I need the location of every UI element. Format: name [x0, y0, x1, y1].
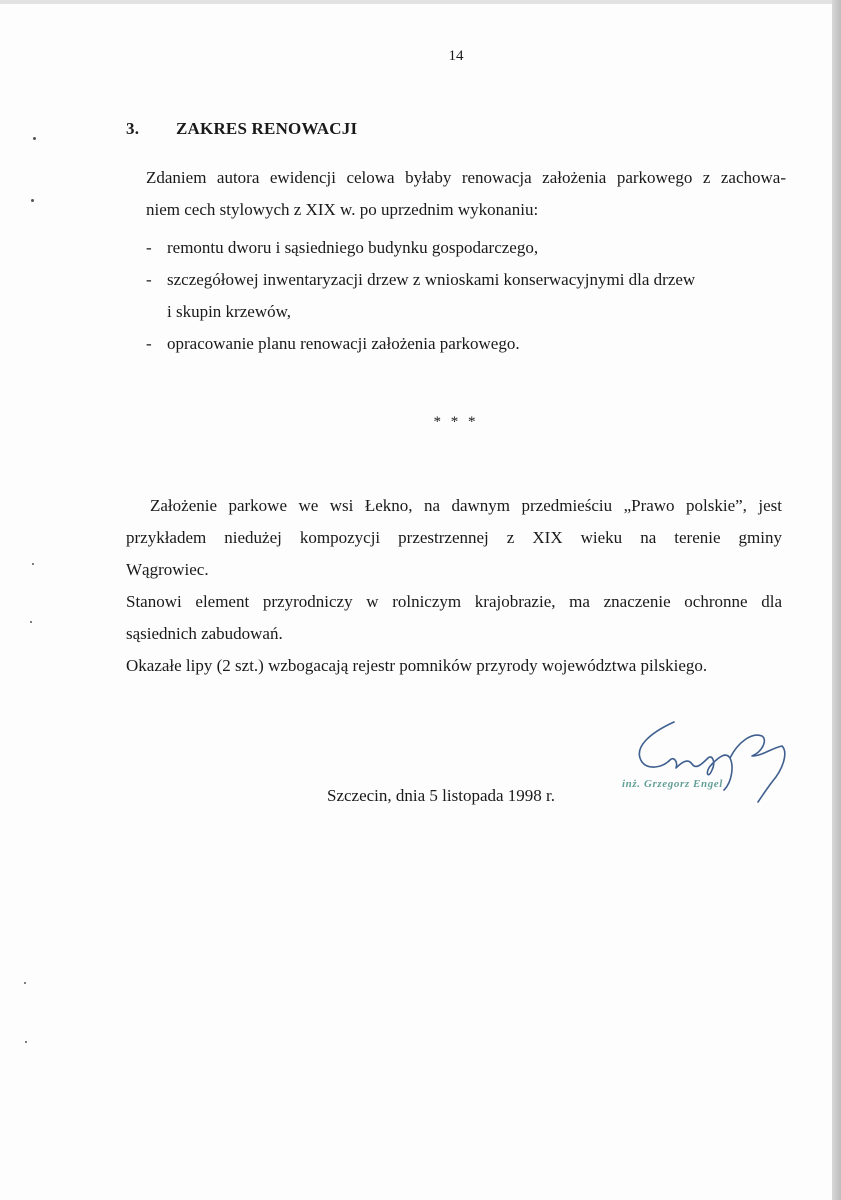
section-separator: * * * [433, 414, 479, 430]
summary-line: Założenie parkowe we wsi Łekno, na dawnym przedmieściu „Prawo polskie”, jest [150, 496, 782, 515]
list-item [146, 264, 746, 328]
scan-speck [24, 982, 26, 984]
page-number: 14 [448, 48, 464, 64]
list-dash: - [146, 334, 152, 353]
list-dash: - [146, 238, 152, 257]
scan-edge-top [0, 0, 841, 4]
handwritten-signature [612, 712, 802, 812]
summary-line: sąsiednich zabudowań. [126, 624, 283, 643]
intro-paragraph [146, 162, 786, 226]
section-heading [126, 119, 357, 139]
intro-line-2: niem cech stylowych z XIX w. po uprzednim wykonaniu: [146, 200, 539, 219]
scan-speck [30, 621, 32, 623]
list-dash: - [146, 270, 152, 289]
summary-line: Okazałe lipy (2 szt.) wzbogacają rejestr pomników przyrody województwa pilskiego. [126, 656, 708, 675]
stamp-text: inż. Grzegorz Engel [622, 778, 723, 790]
section-number: 3. [126, 119, 140, 138]
scan-speck [33, 137, 36, 140]
list-item-text: szczegółowej inwentaryzacji drzew z wnioskami konserwacyjnymi dla drzew [167, 270, 696, 289]
list-item-text: remontu dworu i sąsiedniego budynku gospodarczego, [167, 238, 539, 257]
section-title: ZAKRES RENOWACJI [176, 119, 358, 138]
list-item [146, 328, 746, 360]
scan-speck [32, 563, 34, 565]
list-item [146, 232, 746, 264]
renovation-list [146, 232, 746, 360]
summary-line: Wągrowiec. [126, 560, 209, 579]
summary-line: Stanowi element przyrodniczy w rolniczym krajobrazie, ma znaczenie ochronne dla [126, 592, 782, 611]
list-item-continuation: i skupin krzewów, [167, 302, 292, 321]
list-item-text: opracowanie planu renowacji założenia parkowego. [167, 334, 520, 353]
scan-speck [31, 199, 34, 202]
summary-paragraph [126, 490, 782, 682]
scan-edge-right [832, 0, 841, 1200]
intro-line-1: Zdaniem autora ewidencji celowa byłaby renowacja założenia parkowego z zachowa- [146, 168, 786, 187]
scan-speck [25, 1041, 27, 1043]
place-and-date: Szczecin, dnia 5 listopada 1998 r. [327, 786, 556, 805]
summary-line: przykładem niedużej kompozycji przestrzennej z XIX wieku na terenie gminy [126, 528, 782, 547]
